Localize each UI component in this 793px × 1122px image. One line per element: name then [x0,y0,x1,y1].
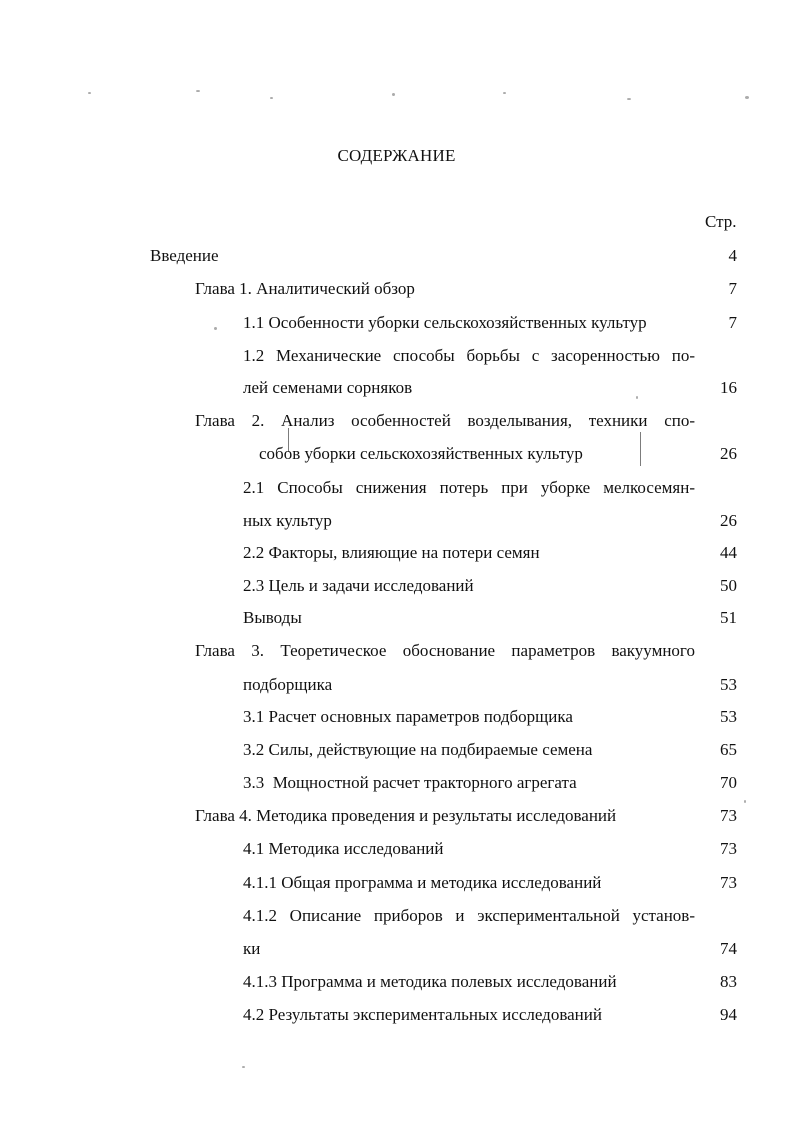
toc-entry-text: 4.1.1 Общая программа и методика исследований [243,873,602,892]
toc-entry-page: 50 [720,576,737,595]
scan-speck [636,396,638,399]
toc-entry-page: 70 [720,773,737,792]
page-title: СОДЕРЖАНИЕ [337,146,456,165]
toc-entry-page: 73 [720,873,737,892]
toc-entry-text: Глава 2. Анализ особенностей возделывания, техники спо- [195,411,695,430]
toc-entry-text: 3.2 Силы, действующие на подбираемые семена [243,740,593,759]
toc-entry-text: 1.2 Механические способы борьбы с засоренностью по- [243,346,695,365]
scan-speck [196,90,200,92]
toc-entry-page: 94 [720,1005,737,1024]
toc-entry-page: 7 [728,279,737,298]
toc-entry-text: Глава 4. Методика проведения и результаты исследований [195,806,617,825]
page-column-header: Стр. [705,212,737,231]
toc-entry-page: 51 [720,608,737,627]
toc-entry-text: Глава 3. Теоретическое обоснование параметров вакуумного [195,641,695,660]
toc-entry-text: собов уборки сельскохозяйственных культур [259,444,583,463]
toc-entry-page: 7 [728,313,737,332]
toc-entry-text: 2.3 Цель и задачи исследований [243,576,474,595]
toc-entry-text: 4.1.2 Описание приборов и экспериментальной установ- [243,906,695,925]
toc-entry-text: 3.3 Мощностной расчет тракторного агрегата [243,773,577,792]
pen-mark [640,432,641,466]
scan-speck [392,93,395,96]
toc-entry-page: 4 [728,246,737,265]
toc-entry-text: подборщика [243,675,333,694]
toc-entry-page: 83 [720,972,737,991]
toc-entry-text: Выводы [243,608,302,627]
scan-speck [503,92,506,94]
toc-entry-page: 44 [720,543,737,562]
scan-speck [242,1066,245,1068]
toc-entry-text: 2.2 Факторы, влияющие на потери семян [243,543,540,562]
toc-entry-text: лей семенами сорняков [243,378,413,397]
scan-speck [214,327,217,330]
toc-entry-text: ки [243,939,261,958]
toc-entry-page: 53 [720,675,737,694]
toc-entry-text: 4.1.3 Программа и методика полевых исследований [243,972,617,991]
toc-entry-text: 4.1 Методика исследований [243,839,444,858]
toc-entry-text: ных культур [243,511,332,530]
toc-entry-page: 16 [720,378,737,397]
toc-entry-text: 1.1 Особенности уборки сельскохозяйственных культур [243,313,647,332]
toc-entry-page: 73 [720,839,737,858]
toc-entry-page: 65 [720,740,737,759]
toc-entry-page: 26 [720,511,737,530]
scan-speck [745,96,749,99]
toc-entry-page: 26 [720,444,737,463]
toc-entry-page: 73 [720,806,737,825]
toc-entry-text: 4.2 Результаты экспериментальных исследований [243,1005,602,1024]
scan-speck [627,98,631,100]
toc-entry-page: 53 [720,707,737,726]
scan-speck [88,92,91,94]
scan-speck [744,800,746,803]
toc-entry-text: 2.1 Способы снижения потерь при уборке мелкосемян- [243,478,695,497]
toc-entry-text: Введение [150,246,219,265]
scan-speck [270,97,273,99]
toc-entry-text: 3.1 Расчет основных параметров подборщика [243,707,573,726]
toc-entry-text: Глава 1. Аналитический обзор [195,279,415,298]
toc-entry-page: 74 [720,939,737,958]
